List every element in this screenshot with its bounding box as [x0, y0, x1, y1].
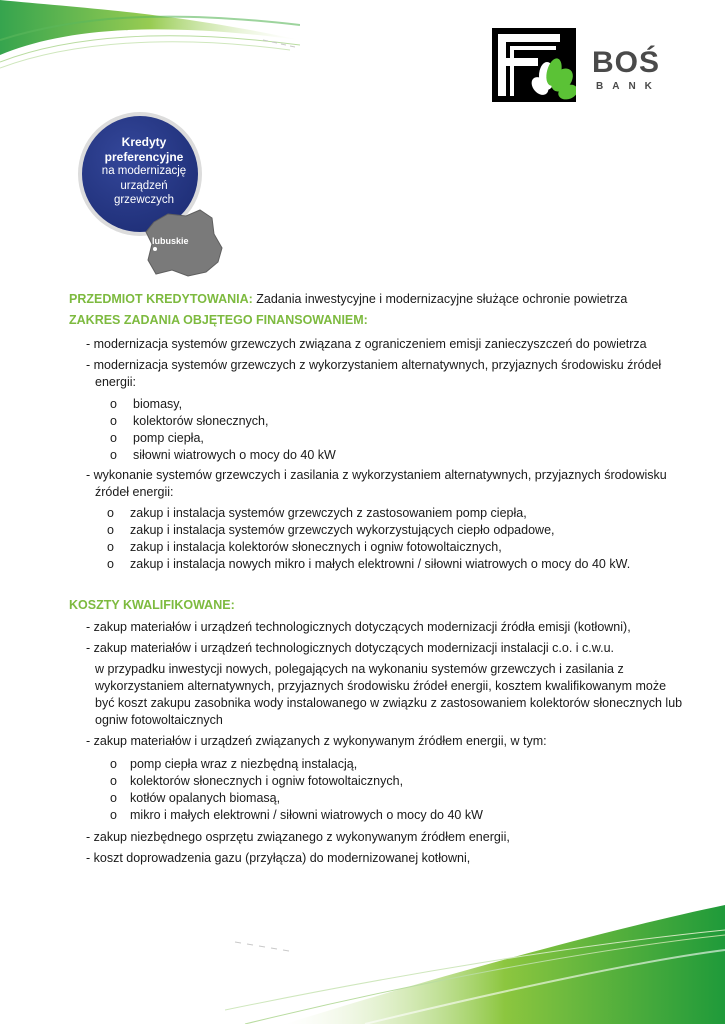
- scope-item-3-sub-3: zakup i instalacja kolektorów słonecznych i ogniw fotowoltaicznych,: [130, 540, 502, 554]
- bullet-icon: o: [107, 557, 114, 571]
- scope-item-3: - wykonanie systemów grzewczych i zasilania z wykorzystaniem alternatywnych, przyjaznych środowisku: [86, 468, 667, 482]
- costs-paragraph-line-4: ogniw fotowoltaicznych: [95, 713, 223, 727]
- badge-line-2: preferencyjne: [104, 149, 184, 164]
- scope-item-2-cont: energii:: [95, 375, 136, 389]
- scope-item-3-sub-1: zakup i instalacja systemów grzewczych z zastosowaniem pomp ciepła,: [130, 506, 527, 520]
- bullet-icon: o: [110, 774, 117, 788]
- badge-line-4: urządzeń: [120, 179, 168, 192]
- bullet-icon: o: [110, 431, 117, 445]
- costs-item-2: - zakup materiałów i urządzeń technologicznych dotyczących modernizacji instalacji c.o. i c.w.u.: [86, 641, 615, 655]
- scope-item-2: - modernizacja systemów grzewczych z wykorzystaniem alternatywnych, przyjaznych środowisku źródeł: [86, 358, 662, 372]
- costs-item-3-sub-1: pomp ciepła wraz z niezbędną instalacją,: [130, 757, 358, 771]
- bullet-icon: o: [110, 757, 117, 771]
- bullet-icon: o: [110, 791, 117, 805]
- bank-name: BOŚ: [592, 46, 661, 79]
- top-left-swoosh-decoration: [0, 0, 300, 80]
- badge-line-3: na modernizację: [101, 165, 187, 177]
- scope-item-2-sub-3: pomp ciepła,: [133, 431, 204, 445]
- subject-text: Zadania inwestycyjne i modernizacyjne służące ochronie powietrza: [252, 292, 628, 306]
- fund-logo: [492, 28, 576, 102]
- costs-paragraph-line-1: w przypadku inwestycji nowych, polegających na wykonaniu systemów grzewczych i zasilania z: [95, 662, 624, 676]
- costs-paragraph-line-2: wykorzystaniem alternatywnych, przyjaznych środowisku źródeł energii, kosztem kwalifikowanym może: [95, 679, 667, 693]
- scope-item-3-cont: źródeł energii:: [95, 485, 174, 499]
- subject-line: [69, 291, 627, 308]
- scope-heading: ZAKRES ZADANIA OBJĘTEGO FINANSOWANIEM:: [69, 313, 368, 327]
- costs-heading: KOSZTY KWALIFIKOWANE:: [69, 598, 235, 612]
- costs-item-4: - zakup niezbędnego osprzętu związanego z wykonywanym źródłem energii,: [86, 830, 510, 844]
- bullet-icon: o: [110, 808, 117, 822]
- bank-logo: [592, 48, 672, 104]
- costs-paragraph-line-3: być koszt zakupu zasobnika wody instalowanego w związku z zastosowaniem kolektorów słonecznych lub: [95, 696, 683, 710]
- scope-item-1: - modernizacja systemów grzewczych związana z ograniczeniem emisji zanieczyszczeń do powietrza: [86, 337, 647, 351]
- bullet-icon: o: [110, 448, 117, 462]
- costs-item-3: - zakup materiałów i urządzeń związanych z wykonywanym źródłem energii, w tym:: [86, 734, 547, 748]
- bullet-icon: o: [110, 397, 117, 411]
- costs-item-3-sub-3: kotłów opalanych biomasą,: [130, 791, 281, 805]
- bullet-icon: o: [107, 540, 114, 554]
- bottom-right-swoosh-decoration: [225, 890, 725, 1024]
- scope-item-2-sub-4: siłowni wiatrowych o mocy do 40 kW: [133, 448, 336, 462]
- scope-item-3-sub-4: zakup i instalacja nowych mikro i małych elektrowni / siłowni wiatrowych o mocy do 40 kW.: [130, 557, 631, 571]
- costs-item-1: - zakup materiałów i urządzeń technologicznych dotyczących modernizacji źródła emisji (kotłowni),: [86, 620, 631, 634]
- badge-text: [80, 135, 208, 208]
- scope-item-2-sub-2: kolektorów słonecznych,: [133, 414, 269, 428]
- costs-item-3-sub-4: mikro i małych elektrowni / siłowni wiatrowych o mocy do 40 kW: [130, 808, 483, 822]
- bullet-icon: o: [107, 523, 114, 537]
- costs-item-3-sub-2: kolektorów słonecznych i ogniw fotowoltaicznych,: [130, 774, 404, 788]
- scope-item-3-sub-2: zakup i instalacja systemów grzewczych wykorzystujących ciepło odpadowe,: [130, 523, 555, 537]
- badge-line-1: Kredyty: [121, 135, 167, 149]
- badge-region-label: lubuskie: [152, 236, 189, 246]
- bullet-icon: o: [110, 414, 117, 428]
- bank-subtitle: BANK: [596, 81, 661, 92]
- subject-label: PRZEDMIOT KREDYTOWANIA:: [69, 292, 253, 306]
- bullet-icon: o: [107, 506, 114, 520]
- badge-line-5: grzewczych: [113, 194, 175, 206]
- costs-item-5: - koszt doprowadzenia gazu (przyłącza) do modernizowanej kotłowni,: [86, 851, 471, 865]
- scope-item-2-sub-1: biomasy,: [133, 397, 183, 411]
